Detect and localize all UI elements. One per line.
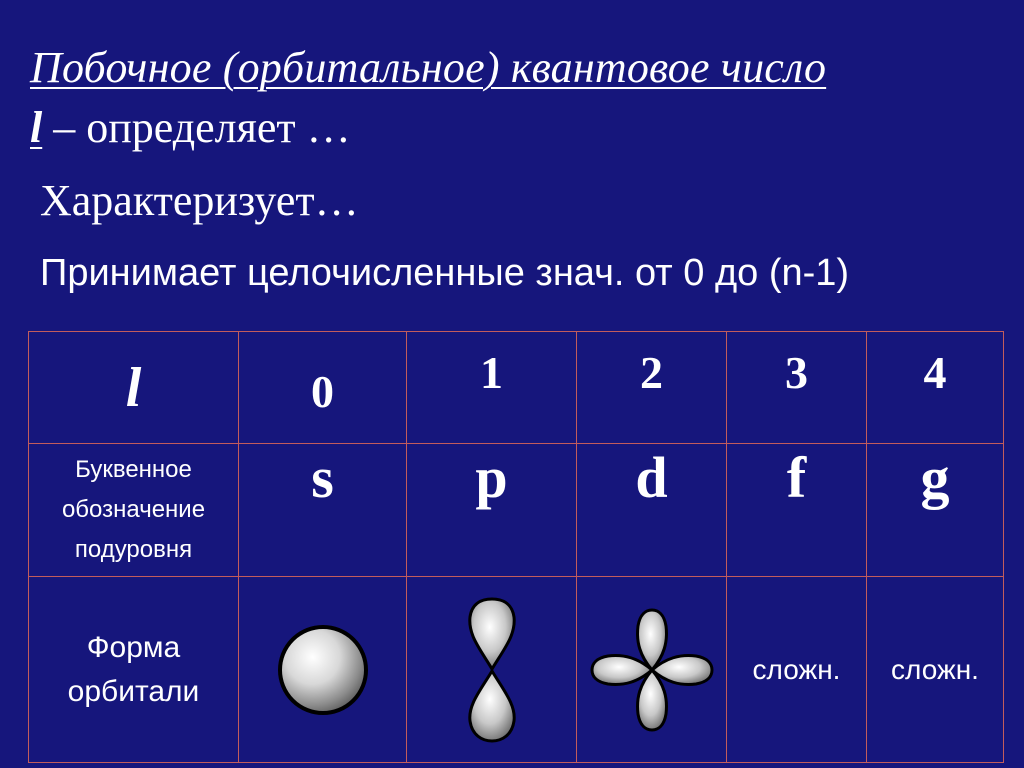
letter-s: s	[239, 444, 407, 577]
values-range-line: Принимает целочисленные знач. от 0 до (n-1)	[40, 252, 850, 294]
label-line: Форма	[86, 630, 181, 664]
p-orbital-dumbbell-icon	[462, 597, 522, 743]
d-orbital-cell	[577, 577, 727, 763]
label-line: подуровня	[74, 536, 193, 563]
definition-text: – определяет …	[42, 103, 351, 152]
s-orbital-sphere-icon	[275, 622, 371, 718]
header-value-3: 3	[727, 332, 867, 444]
d-orbital-cloverleaf-icon	[590, 608, 714, 732]
f-orbital-complex: сложн.	[727, 577, 867, 763]
letter-d: d	[577, 444, 727, 577]
label-line: обозначение	[61, 496, 206, 523]
header-value-2: 2	[577, 332, 727, 444]
header-value-4: 4	[867, 332, 1004, 444]
letter-g: g	[867, 444, 1004, 577]
header-l-symbol: l	[29, 332, 239, 444]
p-orbital-cell	[407, 577, 577, 763]
slide-title: Побочное (орбитальное) квантовое число	[30, 43, 827, 92]
table-row-shapes	[29, 577, 1004, 763]
table-row-letters	[29, 444, 1004, 577]
header-value-1: 1	[407, 332, 577, 444]
characterizes-line: Характеризует…	[40, 176, 359, 225]
quantum-number-table	[28, 331, 1004, 763]
label-line: Буквенное	[75, 456, 192, 483]
letter-p: p	[407, 444, 577, 577]
table-row-l-values	[29, 332, 1004, 444]
header-value-0: 0	[239, 332, 407, 444]
s-orbital-cell	[239, 577, 407, 763]
definition-line	[30, 102, 351, 153]
letter-f: f	[727, 444, 867, 577]
orbital-shape-label	[29, 577, 239, 763]
label-line: орбитали	[67, 674, 200, 708]
l-symbol: l	[30, 103, 43, 152]
g-orbital-complex: сложн.	[867, 577, 1004, 763]
sublevel-letter-label	[29, 444, 239, 577]
